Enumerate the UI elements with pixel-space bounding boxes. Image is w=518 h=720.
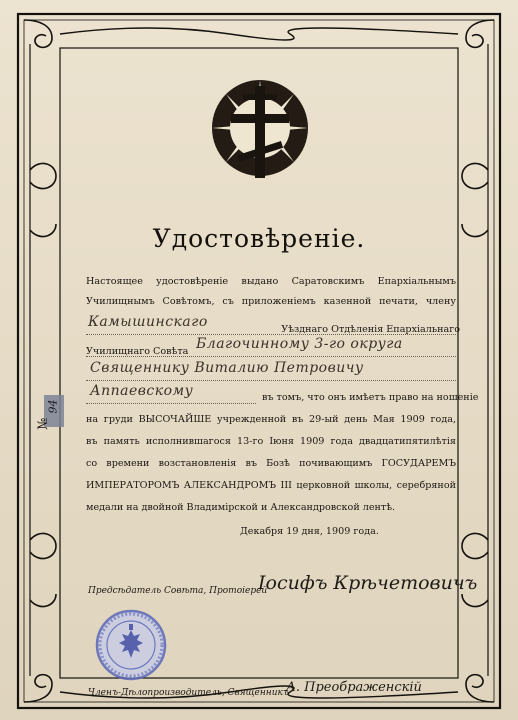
handwritten-district: Камышинскаго <box>88 314 208 330</box>
handwritten-surname: Аппаевскому <box>90 383 194 399</box>
body-line-5: въ томъ, что онъ имѣетъ право на ношеніе <box>262 392 479 403</box>
body-line-4: Училищнаго Совѣта <box>86 346 189 357</box>
body-line-2: Училищнымъ Совѣтомъ, съ приложеніемъ казенной печати, члену <box>86 296 456 307</box>
number-label: № <box>36 417 51 430</box>
number-value: 94 <box>46 399 60 414</box>
body-line-8: со времени возстановленія въ Бозѣ почивающимъ ГОСУДАРЕМЪ <box>86 458 456 469</box>
body-line-10: медали на двойной Владимірской и Александровской лентѣ. <box>86 502 396 513</box>
church-seal <box>94 608 168 682</box>
body-line-9: ИМПЕРАТОРОМЪ АЛЕКСАНДРОМЪ III церковной школы, серебряной <box>86 480 456 491</box>
chair-signature: Іосифъ Крѣчетовичъ <box>258 572 478 594</box>
handwritten-name: Священнику Виталию Петровичу <box>90 360 364 376</box>
issue-date: Декабря 19 дня, 1909 года. <box>240 526 379 537</box>
body-line-7: въ память исполнившагося 13-го Іюня 1909 года двадцатипятилѣтія <box>86 436 456 447</box>
body-line-1: Настоящее удостовѣреніе выдано Саратовскимъ Епархіальнымъ <box>86 276 456 287</box>
orthodox-cross-emblem <box>205 74 315 186</box>
body-line-6: на груди ВЫСОЧАЙШЕ учрежденной въ 29-ый день Мая 1909 года, <box>86 414 456 425</box>
clerk-signature: А. Преображенскій <box>286 680 422 695</box>
clerk-label: Членъ-Дѣлопроизводитель, Священникъ <box>88 688 289 698</box>
handwritten-role: Благочинному 3-го округа <box>196 336 403 352</box>
document-title: Удостовѣреніе. <box>152 224 366 253</box>
body-line-3: Уѣзднаго Отдѣленія Епархіальнаго <box>281 324 460 335</box>
chair-label: Предсѣдатель Совѣта, Протоіерей <box>88 586 268 596</box>
